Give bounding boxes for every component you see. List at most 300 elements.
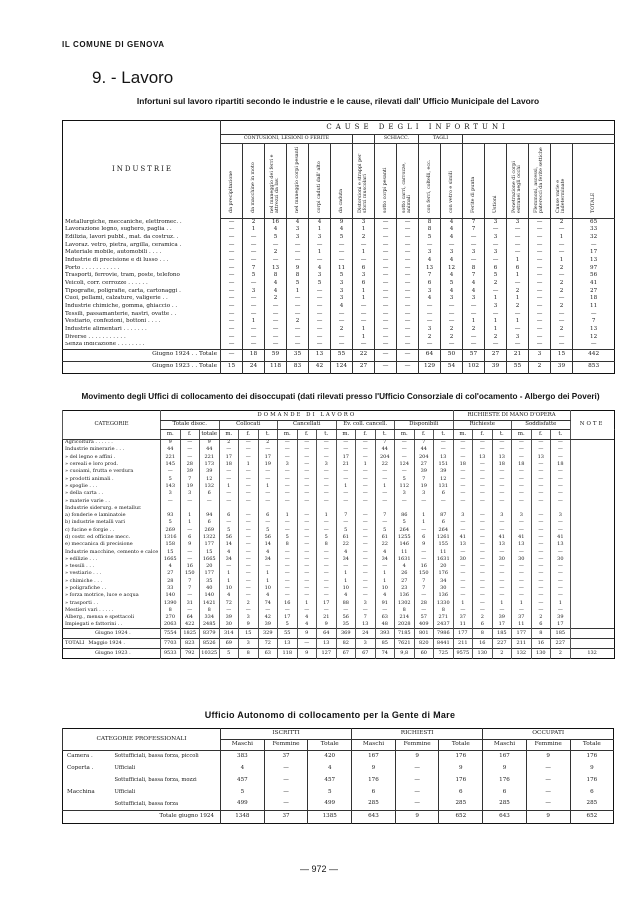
- total-value: 60: [414, 649, 434, 659]
- cause-column-label: Cause varie e indeterminate: [556, 179, 567, 214]
- cell-value: —: [317, 563, 337, 570]
- total-value: 9,8: [395, 649, 415, 659]
- cell-value: 18: [453, 461, 473, 468]
- cell-value: —: [375, 219, 397, 227]
- total-value: 9: [297, 629, 317, 639]
- cell-value: —: [278, 607, 298, 614]
- cause-column-header: [265, 144, 287, 219]
- cell-value: 1: [485, 295, 507, 303]
- cell-value: 3: [463, 249, 485, 257]
- cell-value: —: [278, 519, 298, 526]
- total-value: 7703: [161, 639, 181, 649]
- cell-value: 2: [265, 249, 287, 257]
- cell-value: 2437: [434, 621, 454, 628]
- cause-column-header: [309, 144, 331, 219]
- cell-value: 17: [317, 600, 337, 607]
- cell-value: —: [278, 585, 298, 592]
- group-schiacc: SCHIACC.: [375, 135, 419, 144]
- cell-value: 150: [414, 570, 434, 577]
- cell-value: —: [375, 475, 395, 482]
- cell-value: —: [529, 288, 551, 296]
- cell-value: 6: [439, 787, 483, 799]
- cell-value: 1: [258, 570, 278, 577]
- cause-column-label: Ferite di punta: [470, 177, 476, 214]
- cell-value: —: [331, 311, 353, 319]
- cell-value: —: [375, 303, 397, 311]
- cell-value: 44: [200, 446, 220, 453]
- category-label: » chimiche . . .: [65, 577, 103, 584]
- cell-value: 6: [352, 787, 396, 799]
- cell-value: —: [356, 541, 376, 548]
- cell-value: 9: [331, 219, 353, 227]
- total-value: 37: [264, 811, 308, 824]
- cell-value: 17: [492, 621, 512, 628]
- total-value: 8: [473, 629, 493, 639]
- cell-value: —: [551, 446, 571, 453]
- cell-value: 41: [512, 534, 532, 541]
- cell-value: 2: [485, 334, 507, 342]
- total-value: 22: [353, 349, 375, 361]
- cell-value: 9: [317, 621, 337, 628]
- table-row: [63, 548, 615, 555]
- cell-value: 1: [219, 483, 239, 490]
- cell-value: 11: [453, 621, 473, 628]
- cell-value: 35: [336, 621, 356, 628]
- cause-column-header: [507, 144, 529, 219]
- total-value: 27: [353, 361, 375, 373]
- industry-label: Senza indicazione . . . . . . . .: [65, 341, 145, 348]
- cell-value: [414, 505, 434, 512]
- cell-value: 18: [551, 461, 571, 468]
- cell-value: —: [414, 548, 434, 555]
- cell-value: 26: [395, 570, 415, 577]
- cell-value: 13: [473, 454, 493, 461]
- total-value: 63: [258, 649, 278, 659]
- cell-value: 7: [356, 614, 376, 621]
- cell-value: 6: [200, 490, 220, 497]
- cell-value: —: [258, 519, 278, 526]
- cell-value: 264: [434, 527, 454, 534]
- cell-value: —: [356, 454, 376, 461]
- cell-value: —: [356, 468, 376, 475]
- sex-column-header: Totale: [439, 740, 483, 751]
- cell-value: 285: [483, 799, 527, 811]
- cell-value: —: [297, 563, 317, 570]
- industry-label: Cuoi, pellami, calzature, valigerie . .: [65, 295, 168, 302]
- table-row: [63, 763, 614, 775]
- cell-value: 37: [512, 614, 532, 621]
- cell-value: —: [375, 519, 395, 526]
- cell-value: 34: [258, 556, 278, 563]
- cell-value: —: [375, 311, 397, 319]
- cell-value: —: [375, 295, 397, 303]
- cell-value: —: [473, 585, 493, 592]
- total-value: 652: [570, 811, 614, 824]
- cell-value: 4: [419, 295, 441, 303]
- cell-value: 11: [512, 621, 532, 628]
- cell-value: 21: [317, 614, 337, 621]
- industry-label: Lavorazione legno, sughero, paglia . .: [65, 226, 172, 233]
- cell-value: —: [265, 311, 287, 319]
- cell-value: 15: [200, 548, 220, 555]
- sex-column-header: Femmine: [526, 740, 570, 751]
- total-value: 643: [352, 811, 396, 824]
- cell-value: —: [287, 311, 309, 319]
- cell-value: —: [297, 439, 317, 446]
- cause-column-header: [353, 144, 375, 219]
- cell-value: —: [551, 454, 571, 461]
- cell-value: —: [507, 249, 529, 257]
- cell-value: —: [297, 548, 317, 555]
- cell-value: —: [243, 303, 265, 311]
- cell-value: 32: [573, 234, 615, 242]
- total-value: 177: [453, 629, 473, 639]
- cell-value: 2063: [161, 621, 181, 628]
- cell-value: 7: [336, 512, 356, 519]
- cell-value: 214: [395, 614, 415, 621]
- cell-value: 2: [353, 234, 375, 242]
- total-value: 9: [395, 811, 439, 824]
- cell-value: —: [531, 556, 551, 563]
- cell-value: —: [492, 446, 512, 453]
- cell-value: —: [180, 592, 200, 599]
- cell-value: 2: [258, 439, 278, 446]
- table-row: [63, 490, 615, 497]
- table-row: [63, 592, 615, 599]
- cell-value: 16: [414, 563, 434, 570]
- cell-value: 383: [221, 751, 265, 763]
- cell-value: 11: [434, 548, 454, 555]
- note-cell: [570, 570, 614, 577]
- cell-value: —: [264, 799, 308, 811]
- cell-value: —: [239, 439, 259, 446]
- cell-value: 86: [395, 512, 415, 519]
- cell-value: —: [473, 600, 493, 607]
- cell-value: 1390: [161, 600, 181, 607]
- cell-value: —: [221, 342, 243, 350]
- cell-value: —: [258, 563, 278, 570]
- cell-value: —: [278, 483, 298, 490]
- cell-value: —: [375, 249, 397, 257]
- cell-value: —: [507, 280, 529, 288]
- total-value: 9575: [453, 649, 473, 659]
- total-value: 127: [317, 649, 337, 659]
- cell-value: 7: [573, 318, 615, 326]
- cell-value: 34: [434, 578, 454, 585]
- cell-value: —: [529, 303, 551, 311]
- cell-value: —: [239, 490, 259, 497]
- cell-value: 8: [434, 607, 454, 614]
- cell-value: —: [529, 295, 551, 303]
- cell-value: 17: [219, 454, 239, 461]
- cell-value: 1: [309, 249, 331, 257]
- cell-value: —: [453, 497, 473, 504]
- cell-value: 1: [551, 234, 573, 242]
- table-row: [63, 775, 614, 787]
- cell-value: —: [243, 326, 265, 334]
- cell-value: —: [453, 548, 473, 555]
- cell-value: —: [265, 303, 287, 311]
- note-cell: [570, 490, 614, 497]
- category-label: e) meccanica di precisione: [65, 541, 133, 548]
- cell-value: 23: [395, 585, 415, 592]
- cell-value: —: [397, 234, 419, 242]
- cell-value: 7: [180, 475, 200, 482]
- cell-value: 3: [243, 288, 265, 296]
- categorie-professionali-header: CATEGORIE PROFESSIONALI: [63, 729, 221, 751]
- cell-value: [336, 505, 356, 512]
- cell-value: —: [221, 288, 243, 296]
- note-cell: [570, 512, 614, 519]
- cause-column-label: nel maneggio dei ferri e attrezzi da lav.: [270, 154, 281, 214]
- cell-value: —: [492, 468, 512, 475]
- cell-value: 167: [352, 751, 396, 763]
- cell-value: 5: [395, 475, 415, 482]
- cell-value: —: [278, 454, 298, 461]
- cell-value: —: [397, 342, 419, 350]
- cell-value: —: [473, 475, 493, 482]
- cell-value: 6: [483, 787, 527, 799]
- cause-column-header: [529, 144, 551, 219]
- total-value: 1825: [180, 629, 200, 639]
- table-row: [63, 311, 615, 319]
- cell-value: —: [265, 242, 287, 250]
- total-value: 3: [356, 639, 376, 649]
- cell-value: —: [375, 334, 397, 342]
- cell-value: 5: [161, 519, 181, 526]
- category-label: Industrie siderurg. e metallur.: [65, 504, 142, 511]
- cell-value: 8: [287, 272, 309, 280]
- sex-column-header: Maschi: [221, 740, 265, 751]
- cell-value: —: [551, 242, 573, 250]
- cell-value: 2: [551, 280, 573, 288]
- cell-value: —: [551, 249, 573, 257]
- cell-value: 1: [453, 600, 473, 607]
- cell-value: [200, 505, 220, 512]
- cell-value: 3: [331, 280, 353, 288]
- cell-value: 1: [353, 226, 375, 234]
- cell-value: —: [317, 490, 337, 497]
- cell-value: 30: [512, 556, 532, 563]
- cell-value: —: [507, 342, 529, 350]
- cell-value: —: [573, 242, 615, 250]
- cell-value: —: [353, 303, 375, 311]
- cell-value: —: [317, 578, 337, 585]
- cell-value: 4: [265, 280, 287, 288]
- cell-value: 4: [258, 592, 278, 599]
- total-value: 8: [239, 649, 259, 659]
- cell-value: 1: [551, 257, 573, 265]
- cell-value: —: [221, 242, 243, 250]
- cell-value: 3: [161, 490, 181, 497]
- cell-value: —: [512, 475, 532, 482]
- cell-value: —: [356, 519, 376, 526]
- total-value: 801: [414, 629, 434, 639]
- cell-value: —: [512, 497, 532, 504]
- cell-value: 2: [507, 303, 529, 311]
- cell-value: —: [297, 519, 317, 526]
- cell-value: 7: [180, 585, 200, 592]
- cell-value: —: [331, 257, 353, 265]
- table-row: [63, 342, 615, 350]
- mft-header: m.: [453, 430, 473, 440]
- cell-value: 3: [287, 226, 309, 234]
- cell-value: 6: [258, 512, 278, 519]
- cell-value: 1: [353, 295, 375, 303]
- cell-value: —: [297, 534, 317, 541]
- cell-value: 94: [200, 512, 220, 519]
- cell-value: —: [309, 311, 331, 319]
- cell-value: —: [526, 775, 570, 787]
- cell-value: —: [331, 242, 353, 250]
- cell-value: —: [375, 265, 397, 273]
- cell-value: 6: [200, 519, 220, 526]
- position-label: Ufficiali: [114, 788, 136, 795]
- cell-value: 37: [453, 614, 473, 621]
- cell-value: —: [529, 219, 551, 227]
- cell-value: —: [336, 563, 356, 570]
- cell-value: 30: [434, 585, 454, 592]
- cell-value: 44: [375, 446, 395, 453]
- cell-value: —: [221, 295, 243, 303]
- cause-column-header: [419, 144, 441, 219]
- cell-value: —: [453, 607, 473, 614]
- cell-value: —: [278, 563, 298, 570]
- cell-value: 5: [258, 527, 278, 534]
- cell-value: —: [239, 563, 259, 570]
- total-value: 59: [265, 349, 287, 361]
- cell-value: —: [531, 446, 551, 453]
- sex-column-header: Femmine: [264, 740, 308, 751]
- cell-value: 4: [331, 226, 353, 234]
- cell-value: —: [317, 446, 337, 453]
- cell-value: —: [551, 592, 571, 599]
- total-value: 725: [434, 649, 454, 659]
- total-value: 64: [317, 629, 337, 639]
- cell-value: 457: [221, 775, 265, 787]
- total-row: [63, 361, 615, 373]
- cell-value: —: [512, 483, 532, 490]
- cell-value: 1322: [200, 534, 220, 541]
- cell-value: —: [512, 439, 532, 446]
- table-row: [63, 621, 615, 628]
- cell-value: —: [239, 548, 259, 555]
- cell-value: 13: [419, 265, 441, 273]
- cell-value: —: [531, 468, 551, 475]
- cell-value: —: [317, 468, 337, 475]
- cell-value: —: [397, 226, 419, 234]
- cell-value: —: [529, 334, 551, 342]
- cause-column-label: nel maneggio corpi pesanti: [294, 147, 300, 214]
- mft-header: f.: [473, 430, 493, 440]
- note-cell: [570, 629, 614, 639]
- cell-value: 4: [463, 288, 485, 296]
- cause-column-label: da precipitazione: [228, 171, 234, 214]
- total-value: 1348: [221, 811, 265, 824]
- cell-value: 5: [419, 234, 441, 242]
- note-cell: [570, 600, 614, 607]
- cell-value: —: [473, 439, 493, 446]
- cell-value: 17: [551, 621, 571, 628]
- cell-value: 3: [453, 512, 473, 519]
- cell-value: 6: [531, 621, 551, 628]
- cell-value: —: [395, 439, 415, 446]
- cell-value: 2: [239, 600, 259, 607]
- total-value: 55: [331, 349, 353, 361]
- total-value: 1385: [308, 811, 352, 824]
- cell-value: —: [453, 483, 473, 490]
- cell-value: —: [356, 585, 376, 592]
- cause-column-label: corpi caduti dall' alto: [316, 161, 322, 214]
- cell-value: —: [356, 578, 376, 585]
- cause-column-label: con vetro e simili: [448, 171, 454, 214]
- cell-value: 13: [492, 454, 512, 461]
- cell-value: 2: [419, 334, 441, 342]
- cell-value: —: [441, 242, 463, 250]
- mft-header: m.: [161, 430, 181, 440]
- total-label: Totale giugno 1924: [63, 811, 221, 824]
- total-value: 42: [309, 361, 331, 373]
- category-label: » materie varie . .: [65, 497, 110, 504]
- cell-value: —: [526, 799, 570, 811]
- table-row: [63, 751, 614, 763]
- cell-value: 9: [239, 621, 259, 628]
- ship-section-label: [63, 799, 111, 811]
- total-value: 57: [463, 349, 485, 361]
- cell-value: —: [317, 475, 337, 482]
- total-value: 10325: [200, 649, 220, 659]
- group-contusioni: CONTUSIONI, LESIONI O FERITE: [221, 135, 353, 144]
- industry-label: Metallurgiche, meccaniche, elettromec. .: [65, 218, 182, 225]
- total-row: [63, 629, 615, 639]
- cell-value: —: [434, 497, 454, 504]
- cell-value: 3: [463, 295, 485, 303]
- cell-value: —: [531, 592, 551, 599]
- table-row: [63, 787, 614, 799]
- cell-value: —: [485, 311, 507, 319]
- cell-value: 1: [507, 295, 529, 303]
- mft-header: f.: [356, 430, 376, 440]
- cell-value: 1302: [395, 600, 415, 607]
- total-label: [63, 639, 161, 649]
- cell-value: [531, 505, 551, 512]
- cell-value: 4: [258, 548, 278, 555]
- cell-value: —: [258, 468, 278, 475]
- cell-value: —: [278, 592, 298, 599]
- note-cell: [570, 541, 614, 548]
- total-value: 8379: [200, 629, 220, 639]
- cell-value: —: [309, 295, 331, 303]
- cell-value: 3: [551, 512, 571, 519]
- cell-value: —: [397, 288, 419, 296]
- cell-value: —: [219, 475, 239, 482]
- total-value: 5: [219, 649, 239, 659]
- cell-value: 27: [414, 461, 434, 468]
- cell-value: 1: [297, 600, 317, 607]
- cell-value: 34: [336, 556, 356, 563]
- cell-value: —: [297, 490, 317, 497]
- total-value: 130: [531, 649, 551, 659]
- cell-value: —: [531, 461, 551, 468]
- cell-value: —: [551, 226, 573, 234]
- cell-value: —: [395, 497, 415, 504]
- page-number: — 972 —: [300, 864, 339, 874]
- cell-value: —: [473, 446, 493, 453]
- cell-value: 13: [573, 257, 615, 265]
- cell-value: —: [221, 326, 243, 334]
- table-row: [63, 234, 615, 242]
- total-value: 55: [507, 361, 529, 373]
